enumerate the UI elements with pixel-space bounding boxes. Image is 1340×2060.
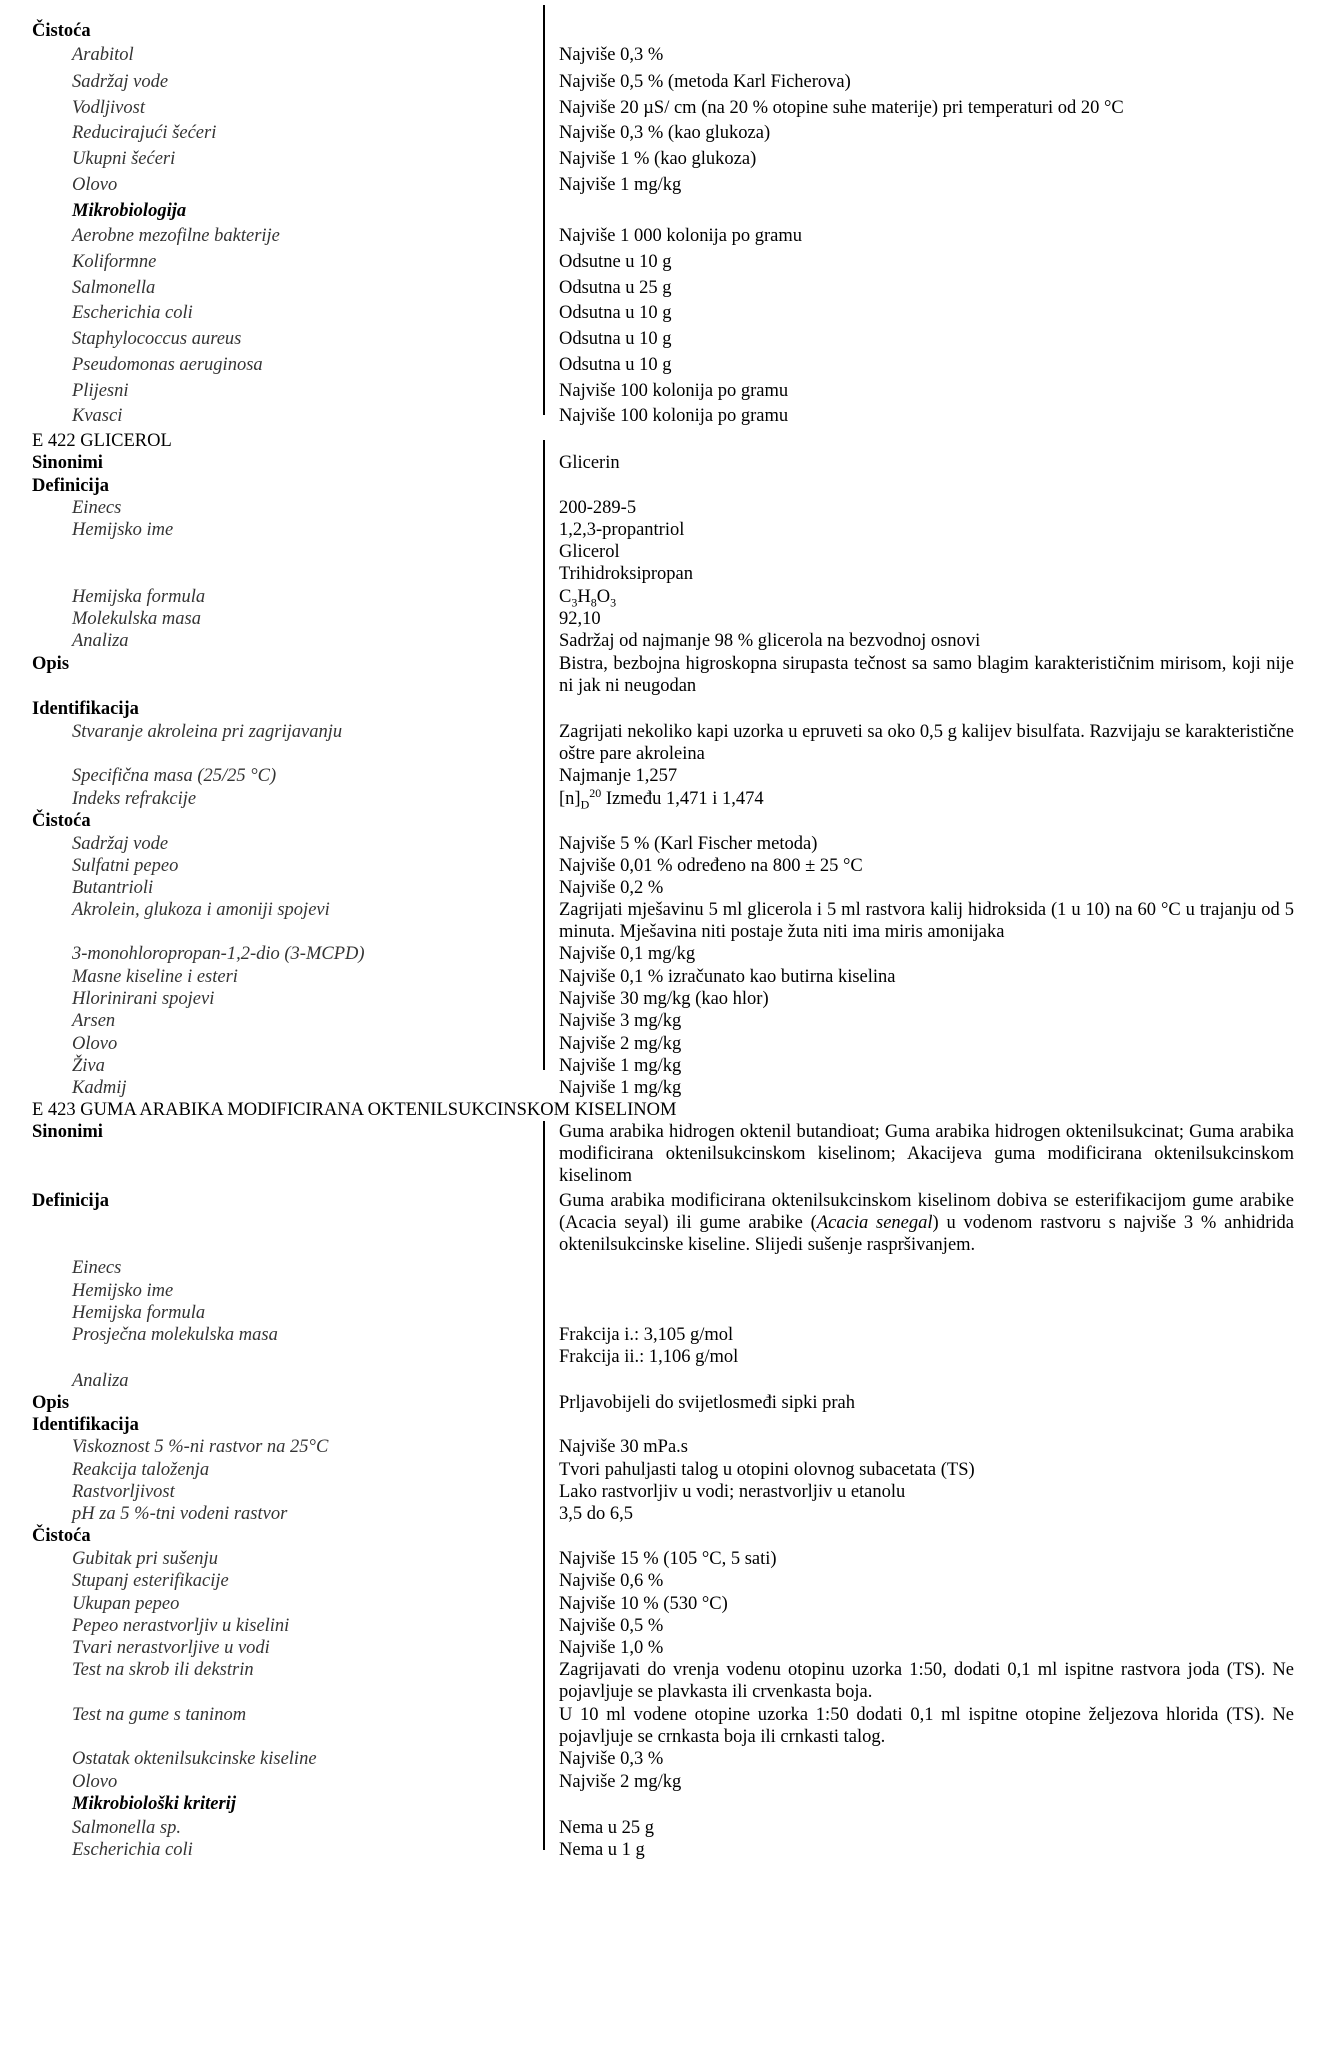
property-label: Olovo <box>72 175 118 195</box>
property-label: Tvari nerastvorljive u vodi <box>72 1638 270 1658</box>
property-value: 3,5 do 6,5 <box>559 1504 633 1524</box>
property-value: Guma arabika hidrogen oktenil butandioat; Guma arabika hidrogen oktenilsukcinat; Guma arabika modificirana oktenilsukcinskom kiselinom; Akacijeva guma modificirana oktenilsukcinskom kiselinom <box>559 1122 1294 1186</box>
property-label: Sulfatni pepeo <box>72 856 179 876</box>
heading-label: Definicija <box>32 476 110 496</box>
property-label: Einecs <box>72 498 122 518</box>
property-label: Olovo <box>72 1034 118 1054</box>
property-value: Glicerin <box>559 453 620 473</box>
property-label: Viskoznost 5 %-ni rastvor na 25°C <box>72 1437 329 1457</box>
property-label: Staphylococcus aureus <box>72 329 242 349</box>
property-label: Reakcija taloženja <box>72 1460 210 1480</box>
property-value: Najviše 1 mg/kg <box>559 1078 682 1098</box>
property-label: Aerobne mezofilne bakterije <box>72 226 280 246</box>
property-value: Najviše 1 000 kolonija po gramu <box>559 226 803 246</box>
property-label: Butantrioli <box>72 878 154 898</box>
property-value: 200-289-5 <box>559 498 637 518</box>
property-value: Najviše 100 kolonija po gramu <box>559 381 789 401</box>
property-value: Najviše 30 mPa.s <box>559 1437 688 1457</box>
property-label: Analiza <box>72 631 129 651</box>
property-value: $C_3H_8O_3$ <box>559 587 617 610</box>
section-title-label: E 423 GUMA ARABIKA MODIFICIRANA OKTENILSUKCINSKOM KISELINOM <box>32 1100 677 1120</box>
property-value: Najviše 2 mg/kg <box>559 1034 682 1054</box>
property-label: pH za 5 %-tni vodeni rastvor <box>72 1504 288 1524</box>
property-value: Najviše 0,6 % <box>559 1571 664 1591</box>
property-label: Vodljivost <box>72 98 145 118</box>
heading-label: Čistoća <box>32 21 91 41</box>
heading-label: Čistoća <box>32 1526 91 1546</box>
property-label: Olovo <box>72 1772 118 1792</box>
property-label: Gubitak pri sušenju <box>72 1549 218 1569</box>
property-value: Nema u 25 g <box>559 1818 655 1838</box>
property-label: Einecs <box>72 1258 122 1278</box>
property-value: Najviše 20 µS/ cm (na 20 % otopine suhe materije) pri temperaturi od 20 °C <box>559 98 1124 118</box>
property-value: Najviše 15 % (105 °C, 5 sati) <box>559 1549 777 1569</box>
property-label: Salmonella sp. <box>72 1818 181 1838</box>
property-label: Hemijsko ime <box>72 520 174 540</box>
property-value: Najviše 3 mg/kg <box>559 1011 682 1031</box>
property-value: Zagrijati nekoliko kapi uzorka u epruveti sa oko 0,5 g kalijev bisulfata. Razvijaju se karakteristične oštre pare akroleina <box>559 722 1294 764</box>
property-label: Ukupni šećeri <box>72 149 176 169</box>
property-value: Najviše 100 kolonija po gramu <box>559 406 789 426</box>
property-value: Najviše 1 mg/kg <box>559 175 682 195</box>
property-value: Odsutna u 10 g <box>559 355 672 375</box>
property-value: Bistra, bezbojna higroskopna sirupasta tečnost sa samo blagim karakterističnim mirisom, koji nije ni jak ni neugodan <box>559 654 1294 696</box>
heading-label: Identifikacija <box>32 699 139 719</box>
property-value: Trihidroksipropan <box>559 564 693 584</box>
property-label: Stvaranje akroleina pri zagrijavanju <box>72 722 343 742</box>
property-value: Zagrijavati do vrenja vodenu otopinu uzorka 1:50, dodati 0,1 ml ispitne rastvora joda (TS). Ne pojavljuje se plavkasta ili crvenkasta boja. <box>559 1660 1294 1702</box>
property-label: Kvasci <box>72 406 123 426</box>
property-value: Najviše 0,3 % <box>559 45 664 65</box>
property-value: Najviše 0,01 % određeno na 800 ± 25 °C <box>559 856 863 876</box>
property-value: Najviše 30 mg/kg (kao hlor) <box>559 989 769 1009</box>
property-label: Ostatak oktenilsukcinske kiseline <box>72 1749 317 1769</box>
property-label: Test na gume s taninom <box>72 1705 247 1725</box>
property-label: Arsen <box>72 1011 116 1031</box>
heading-label: Opis <box>32 654 70 674</box>
property-value: Najviše 1 mg/kg <box>559 1056 682 1076</box>
property-value: Lako rastvorljiv u vodi; nerastvorljiv u etanolu <box>559 1482 906 1502</box>
property-label: Indeks refrakcije <box>72 789 197 809</box>
property-label: Specifična masa (25/25 °C) <box>72 766 277 786</box>
property-label: Hemijska formula <box>72 587 206 607</box>
heading-label: Opis <box>32 1393 70 1413</box>
property-label: Hemijska formula <box>72 1303 206 1323</box>
property-value: Najviše 0,1 % izračunato kao butirna kiselina <box>559 967 896 987</box>
property-value: Glicerol <box>559 542 620 562</box>
property-label: Reducirajući šećeri <box>72 123 217 143</box>
property-value: U 10 ml vodene otopine uzorka 1:50 dodati 0,1 ml ispitne otopine željezova hlorida (TS). Ne pojavljuje se crnkasta boja ili crnkasti talog. <box>559 1705 1294 1747</box>
property-value: Zagrijati mješavinu 5 ml glicerola i 5 ml rastvora kalij hidroksida (1 u 10) na 60 °C u trajanju od 5 minuta. Mješavina niti postaje žuta niti ima miris amonijaka <box>559 900 1294 942</box>
property-value: Frakcija i.: 3,105 g/mol <box>559 1325 734 1345</box>
property-value: Najviše 0,3 % <box>559 1749 664 1769</box>
property-label: Koliformne <box>72 252 157 272</box>
property-value: Frakcija ii.: 1,106 g/mol <box>559 1347 739 1367</box>
subheading-label: Mikrobiološki kriterij <box>72 1794 236 1814</box>
heading-label: Čistoća <box>32 811 91 831</box>
subheading-label: Mikrobiologija <box>72 201 187 221</box>
property-label: 3-monohloropropan-1,2-dio (3-MCPD) <box>72 944 365 964</box>
property-value: 92,10 <box>559 609 601 629</box>
property-value: Guma arabika modificirana oktenilsukcinskom kiselinom dobiva se esterifikacijom gume arabike (Acacia seyal) ili gume arabike (Acacia senegal) u vodenom rastvoru s najviše 3 % anhidrida oktenilsukcinske kiseline. Slijedi sušenje raspršivanjem. <box>559 1191 1295 1255</box>
property-label: Escherichia coli <box>72 1840 193 1860</box>
property-label: Analiza <box>72 1371 129 1391</box>
property-label: Molekulska masa <box>72 609 201 629</box>
heading-label: Definicija <box>32 1191 110 1211</box>
property-label: Hemijsko ime <box>72 1281 174 1301</box>
property-value: Najviše 0,5 % <box>559 1616 664 1636</box>
property-label: Salmonella <box>72 278 156 298</box>
property-value: Tvori pahuljasti talog u otopini olovnog subacetata (TS) <box>559 1460 975 1480</box>
property-value: Najviše 2 mg/kg <box>559 1772 682 1792</box>
property-value: $[n]_D^{20}$ Između 1,471 i 1,474 <box>559 785 764 812</box>
property-label: Pepeo nerastvorljiv u kiselini <box>72 1616 290 1636</box>
property-value: Odsutna u 10 g <box>559 329 672 349</box>
property-label: Masne kiseline i esteri <box>72 967 238 987</box>
property-value: Odsutne u 10 g <box>559 252 672 272</box>
property-value: Najviše 0,3 % (kao glukoza) <box>559 123 771 143</box>
heading-label: Identifikacija <box>32 1415 139 1435</box>
property-label: Arabitol <box>72 45 134 65</box>
property-value: Najmanje 1,257 <box>559 766 678 786</box>
property-label: Escherichia coli <box>72 303 193 323</box>
property-label: Akrolein, glukoza i amoniji spojevi <box>72 900 330 920</box>
property-label: Kadmij <box>72 1078 127 1098</box>
property-label: Sadržaj vode <box>72 834 169 854</box>
property-label: Sadržaj vode <box>72 72 169 92</box>
property-value: Najviše 0,5 % (metoda Karl Ficherova) <box>559 72 851 92</box>
property-label: Prosječna molekulska masa <box>72 1325 278 1345</box>
property-value: Prljavobijeli do svijetlosmeđi sipki prah <box>559 1393 855 1413</box>
property-value: Sadržaj od najmanje 98 % glicerola na bezvodnoj osnovi <box>559 631 981 651</box>
property-label: Pseudomonas aeruginosa <box>72 355 263 375</box>
property-value: Najviše 0,2 % <box>559 878 664 898</box>
property-value: Najviše 10 % (530 °C) <box>559 1594 728 1614</box>
property-value: 1,2,3-propantriol <box>559 520 685 540</box>
property-label: Stupanj esterifikacije <box>72 1571 229 1591</box>
heading-label: Sinonimi <box>32 453 103 473</box>
property-label: Hlorinirani spojevi <box>72 989 215 1009</box>
property-value: Najviše 1,0 % <box>559 1638 664 1658</box>
property-value: Odsutna u 10 g <box>559 303 672 323</box>
property-value: Najviše 5 % (Karl Fischer metoda) <box>559 834 818 854</box>
property-value: Najviše 1 % (kao glukoza) <box>559 149 757 169</box>
section-title-label: E 422 GLICEROL <box>32 431 172 451</box>
property-value: Nema u 1 g <box>559 1840 645 1860</box>
property-label: Test na skrob ili dekstrin <box>72 1660 254 1680</box>
heading-label: Sinonimi <box>32 1122 103 1142</box>
property-value: Najviše 0,1 mg/kg <box>559 944 696 964</box>
property-label: Plijesni <box>72 381 129 401</box>
property-label: Ukupan pepeo <box>72 1594 180 1614</box>
property-value: Odsutna u 25 g <box>559 278 672 298</box>
property-label: Rastvorljivost <box>72 1482 175 1502</box>
property-label: Živa <box>72 1056 105 1076</box>
